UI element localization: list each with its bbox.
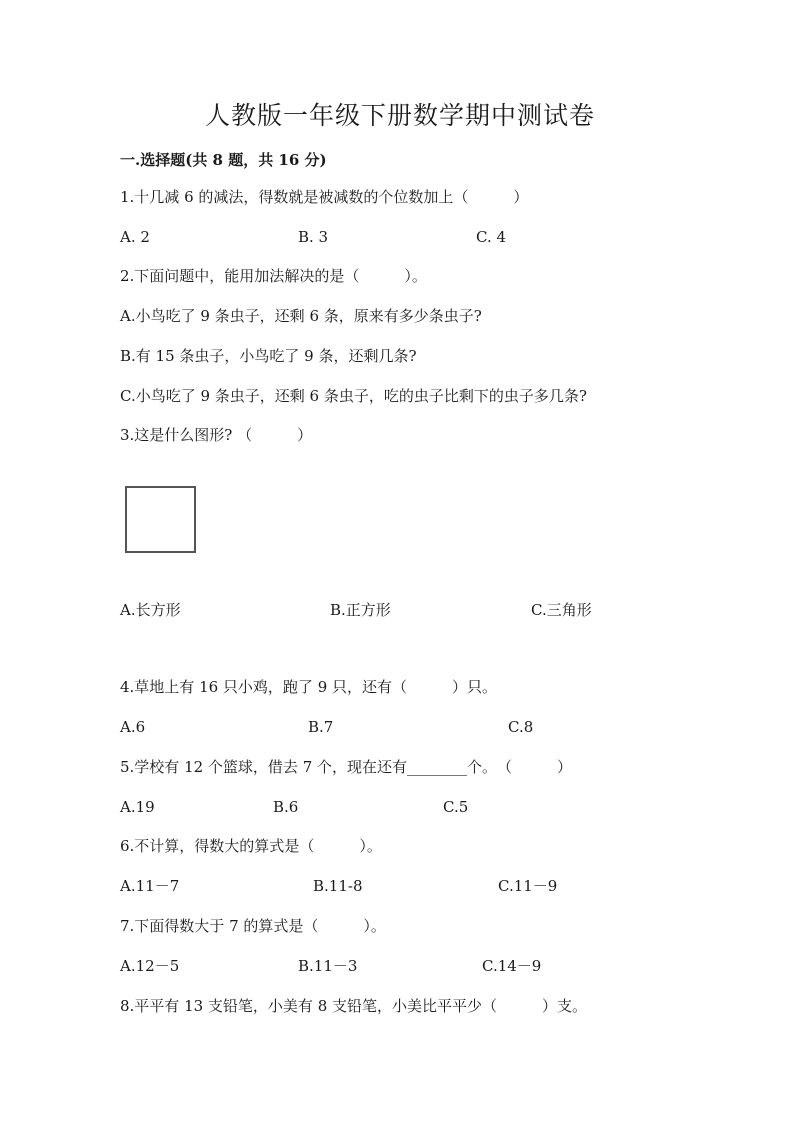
question-7-option-a: A.12－5	[120, 957, 180, 975]
question-4-option-b: B.7	[308, 718, 334, 736]
question-1-option-a: A. 2	[120, 228, 150, 246]
question-4-stem: 4.草地上有 16 只小鸡，跑了 9 只，还有（ ）只。	[120, 678, 498, 696]
question-4-option-c: C.8	[508, 718, 534, 736]
question-3-option-c: C.三角形	[531, 601, 592, 619]
question-1-option-c: C. 4	[476, 228, 507, 246]
question-7-option-b: B.11－3	[298, 957, 358, 975]
section-heading: 一.选择题(共 8 题，共 16 分)	[120, 151, 327, 169]
question-6-option-b: B.11-8	[313, 877, 363, 895]
question-2-option-a: A.小鸟吃了 9 条虫子，还剩 6 条，原来有多少条虫子?	[120, 307, 482, 325]
question-7-option-c: C.14－9	[482, 957, 542, 975]
question-3-option-b: B.正方形	[330, 601, 391, 619]
page-title: 人教版一年级下册数学期中测试卷	[204, 101, 595, 130]
square-figure	[125, 486, 196, 553]
question-3-option-a: A.长方形	[120, 601, 181, 619]
question-3-stem: 3.这是什么图形? （ ）	[120, 426, 313, 444]
question-2-option-b: B.有 15 条虫子，小鸟吃了 9 条，还剩几条?	[120, 347, 417, 365]
question-6-option-c: C.11－9	[498, 877, 558, 895]
question-5-stem: 5.学校有 12 个篮球，借去 7 个，现在还有________个。 （ ）	[120, 758, 573, 776]
question-6-option-a: A.11－7	[120, 877, 180, 895]
question-5-option-c: C.5	[443, 798, 469, 816]
question-2-option-c: C.小鸟吃了 9 条虫子，还剩 6 条虫子，吃的虫子比剩下的虫子多几条?	[120, 387, 587, 405]
question-4-option-a: A.6	[120, 718, 146, 736]
question-6-stem: 6.不计算，得数大的算式是（ ）。	[120, 837, 382, 855]
question-2-stem: 2.下面问题中，能用加法解决的是（ ）。	[120, 267, 427, 285]
question-5-option-a: A.19	[120, 798, 155, 816]
question-5-option-b: B.6	[273, 798, 299, 816]
question-8-stem: 8.平平有 13 支铅笔，小美有 8 支铅笔，小美比平平少（ ）支。	[120, 997, 588, 1015]
question-1-stem: 1.十几减 6 的减法，得数就是被减数的个位数加上（ ）	[120, 188, 529, 206]
question-1-option-b: B. 3	[298, 228, 329, 246]
question-7-stem: 7.下面得数大于 7 的算式是（ ）。	[120, 917, 386, 935]
